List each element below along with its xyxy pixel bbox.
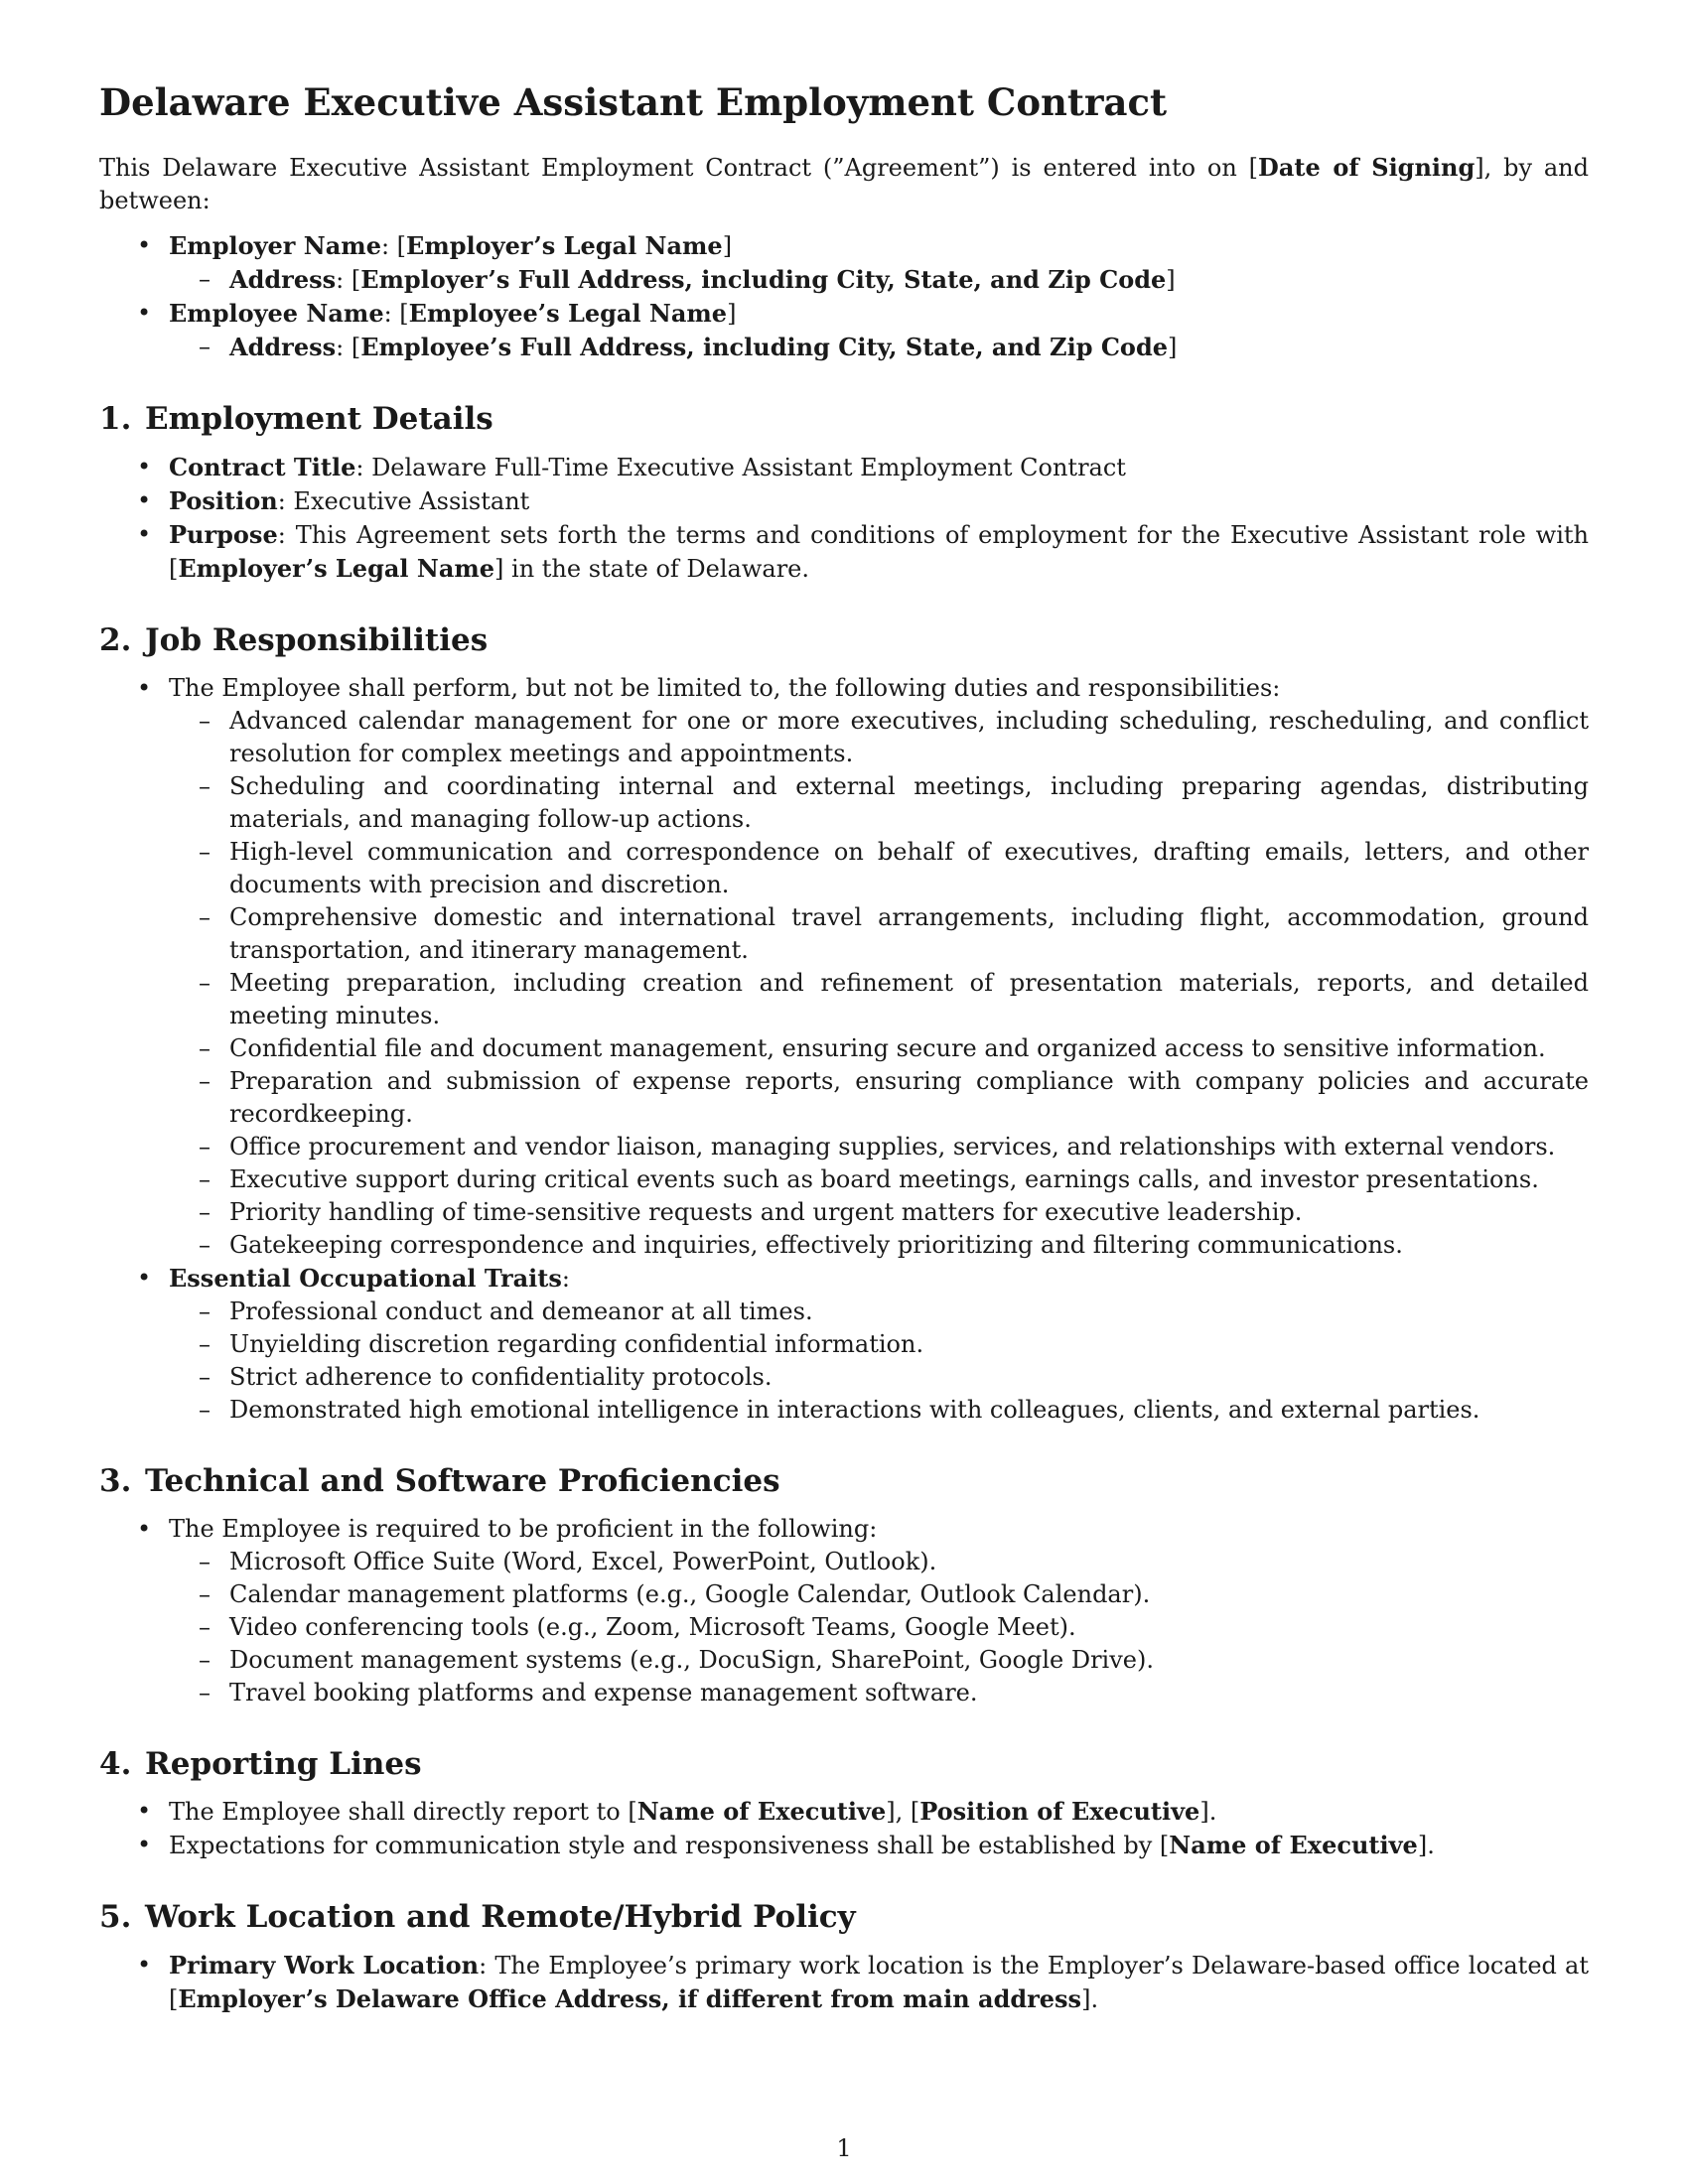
list-item: • Expectations for communication style and responsiveness shall be established by [Name of Executive]. (99, 1829, 1589, 1862)
list-item: – Strict adherence to confidentiality protocols. (169, 1361, 1589, 1394)
list-item: – Preparation and submission of expense reports, ensuring compliance with company policies and accurate recordkeeping. (169, 1065, 1589, 1131)
intro-paragraph: This Delaware Executive Assistant Employment Contract (”Agreement”) is entered into on [Date of Signing], by and between: (99, 153, 1589, 215)
list-item: • The Employee is required to be proficient in the following: – Microsoft Office Suite (Word, Excel, PowerPoint, Outlook). – Calendar management platforms (e.g., Google Calendar, Outlook Calendar). – Video conferencing tools (e.g., Zoom, Microsoft Teams, Google Meet). – Document management systems (e.g., DocuSign, SharePoint, Google Drive). – Travel booking platforms and expense management software. (99, 1513, 1589, 1709)
list-item: – Demonstrated high emotional intelligence in interactions with colleagues, clients, and external parties. (169, 1394, 1589, 1427)
list-item: • The Employee shall perform, but not be limited to, the following duties and responsibilities: – Advanced calendar management for one or more executives, including scheduling, rescheduling, and conflict resolution for complex meetings and appointments. – Scheduling and coordinating internal and external meetings, including preparing agendas, distributing materials, and managing follow-up actions. – High-level communication and correspondence on behalf of executives, drafting emails, letters, and other documents with precision and discretion. – Comprehensive domestic and international travel arrangements, including flight, accommodation, ground transportation, and itinerary management. – Meeting preparation, including creation and refinement of presentation materials, reports, and detailed meeting minutes. – Confidential file and document management, ensuring secure and organized access to sensitive information. – Preparation and submission of expense reports, ensuring compliance with company policies and accurate recordkeeping. – Office procurement and vendor liaison, managing supplies, services, and relationships with external vendors. – Executive support during critical events such as board meetings, earnings calls, and investor presentations. – Priority handling of time-sensitive requests and urgent matters for executive leadership. – Gatekeeping correspondence and inquiries, effectively prioritizing and filtering communications. (99, 672, 1589, 1262)
document-page (99, 79, 1589, 2016)
list-item: – Advanced calendar management for one or more executives, including scheduling, rescheduling, and conflict resolution for complex meetings and appointments. (169, 705, 1589, 770)
list-item: – Video conferencing tools (e.g., Zoom, Microsoft Teams, Google Meet). (169, 1611, 1589, 1644)
reporting-lines-list (99, 1795, 1589, 1862)
list-item: – Executive support during critical events such as board meetings, earnings calls, and investor presentations. (169, 1163, 1589, 1196)
list-item: – Calendar management platforms (e.g., Google Calendar, Outlook Calendar). (169, 1578, 1589, 1611)
list-item: • Purpose: This Agreement sets forth the terms and conditions of employment for the Executive Assistant role with [Employer’s Legal Name] in the state of Delaware. (99, 518, 1589, 586)
list-item: – Professional conduct and demeanor at all times. (169, 1296, 1589, 1328)
section-heading: 1. Employment Details (99, 401, 493, 438)
list-item: – Address: [Employer’s Full Address, including City, State, and Zip Code] (169, 263, 1589, 297)
list-item: – Address: [Employee’s Full Address, including City, State, and Zip Code] (169, 331, 1589, 364)
list-item: – Document management systems (e.g., DocuSign, SharePoint, Google Drive). (169, 1644, 1589, 1677)
parties-list (99, 229, 1589, 364)
list-item: • Primary Work Location: The Employee’s primary work location is the Employer’s Delaware-based office located at [Employer’s Delaware Office Address, if different from main address]. (99, 1949, 1589, 2016)
list-item: • Position: Executive Assistant (99, 484, 1589, 518)
list-item: • Employer Name: [Employer’s Legal Name] – Address: [Employer’s Full Address, including City, State, and Zip Code] (99, 229, 1589, 297)
list-item: – Confidential file and document management, ensuring secure and organized access to sensitive information. (169, 1032, 1589, 1065)
section-heading: 4. Reporting Lines (99, 1745, 422, 1782)
page-number: 1 (836, 2134, 852, 2162)
traits-list (169, 1296, 1589, 1427)
list-item: – Meeting preparation, including creation and refinement of presentation materials, reports, and detailed meeting minutes. (169, 967, 1589, 1032)
section-heading: 2. Job Responsibilities (99, 622, 489, 658)
list-item: • Contract Title: Delaware Full-Time Executive Assistant Employment Contract (99, 451, 1589, 484)
list-item: – Comprehensive domestic and international travel arrangements, including flight, accommodation, ground transportation, and itinerary management. (169, 901, 1589, 967)
list-item: • Essential Occupational Traits: – Professional conduct and demeanor at all times. – Unyielding discretion regarding confidential information. – Strict adherence to confidentiality protocols. – Demonstrated high emotional intelligence in interactions with colleagues, clients, and external parties. (99, 1262, 1589, 1427)
list-item: – High-level communication and correspondence on behalf of executives, drafting emails, letters, and other documents with precision and discretion. (169, 836, 1589, 901)
section-heading: 5. Work Location and Remote/Hybrid Policy (99, 1899, 856, 1936)
list-item: – Gatekeeping correspondence and inquiries, effectively prioritizing and filtering communications. (169, 1229, 1589, 1262)
page-title: Delaware Executive Assistant Employment Contract (99, 80, 1168, 124)
work-location-list (99, 1949, 1589, 2016)
list-item: – Office procurement and vendor liaison, managing supplies, services, and relationships with external vendors. (169, 1131, 1589, 1163)
section-heading: 3. Technical and Software Proficiencies (99, 1462, 780, 1499)
list-item: – Travel booking platforms and expense management software. (169, 1677, 1589, 1709)
list-item: • The Employee shall directly report to [Name of Executive], [Position of Executive]. (99, 1795, 1589, 1829)
employment-details-list (99, 451, 1589, 586)
list-item: • Employee Name: [Employee’s Legal Name] – Address: [Employee’s Full Address, including City, State, and Zip Code] (99, 297, 1589, 364)
list-item: – Microsoft Office Suite (Word, Excel, PowerPoint, Outlook). (169, 1546, 1589, 1578)
list-item: – Priority handling of time-sensitive requests and urgent matters for executive leadership. (169, 1196, 1589, 1229)
list-item: – Unyielding discretion regarding confidential information. (169, 1328, 1589, 1361)
duties-list (169, 705, 1589, 1262)
list-item: – Scheduling and coordinating internal and external meetings, including preparing agendas, distributing materials, and managing follow-up actions. (169, 770, 1589, 836)
proficiencies-list (99, 1513, 1589, 1709)
software-list (169, 1546, 1589, 1709)
job-responsibilities-list (99, 672, 1589, 1427)
date-placeholder: Date of Signing (1258, 153, 1476, 183)
